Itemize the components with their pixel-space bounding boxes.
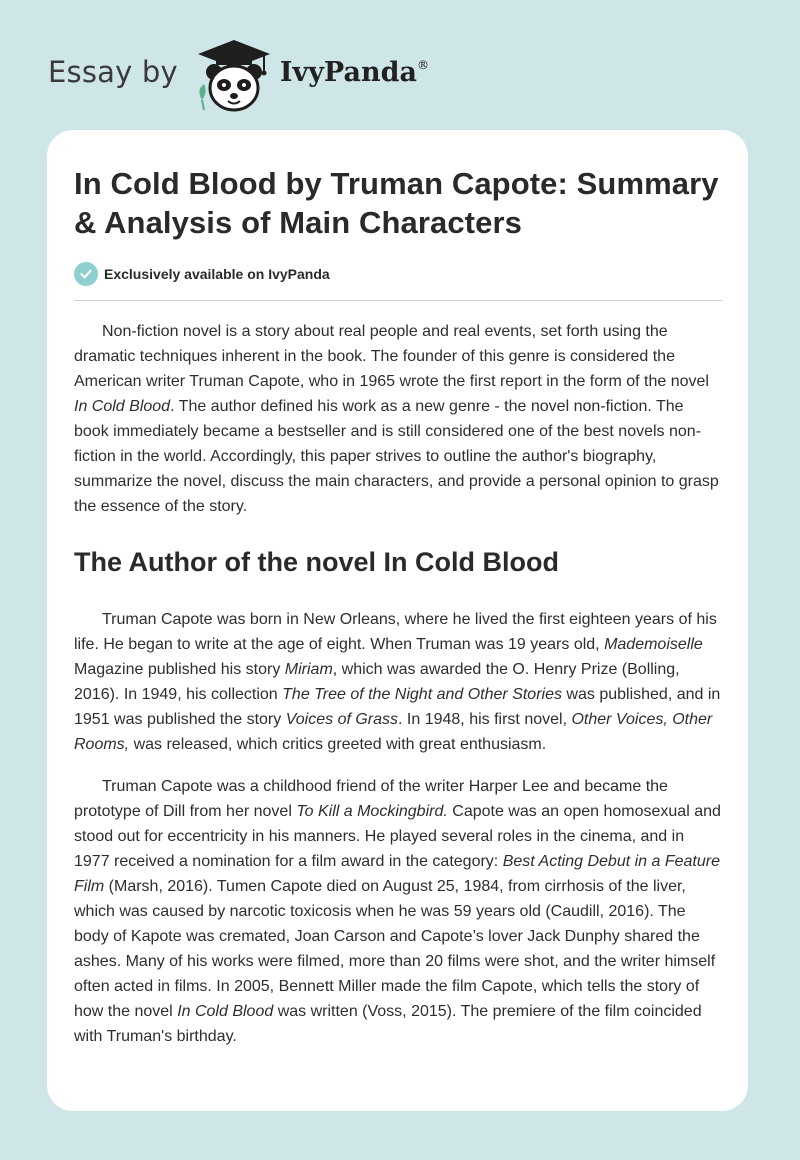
paragraph-author-life: Truman Capote was a childhood friend of the writer Harper Lee and became the prototype of Dill from her novel To Kill a Mockingbird. Capote was an open homosexual and stood out for eccentricity in his manners. He played several roles in the cinema, and in 1977 received a nomination for a film award in the category: Best Acting Debut in a Feature Film (Marsh, 2016). Tumen Capote died on August 25, 1984, from cirrhosis of the liver, which was caused by narcotic toxicosis when he was 59 years old (Caudill, 2016). The body of Kapote was cremated, Joan Carson and Capote’s lover Jack Dunphy shared the ashes. Many of his works were filmed, more than 20 films were shot, and the writer himself often acted in films. In 2005, Bennett Miller made the film Capote, which tells the story of how the novel In Cold Blood was written (Voss, 2015). The premiere of the film coincided with Truman's birthday. (74, 778, 721, 1045)
badge-label: Exclusively available on IvyPanda (104, 266, 330, 282)
panda-logo-icon (194, 38, 274, 114)
exclusive-badge (74, 262, 722, 286)
essay-card (47, 130, 748, 1111)
check-icon (74, 262, 98, 286)
section-heading: The Author of the novel In Cold Blood (74, 547, 559, 577)
brand-header (48, 34, 429, 110)
divider (74, 300, 722, 301)
brand-prefix: Essay by (48, 55, 178, 89)
paragraph-intro: Non-fiction novel is a story about real people and real events, set forth using the dramatic techniques inherent in the book. The founder of this genre is considered the American writer Truman Capote, who in 1965 wrote the first report in the form of the novel In Cold Blood. The author defined his work as a new genre - the novel non-fiction. The book immediately became a bestseller and is still considered one of the best novels non-fiction in the world. Accordingly, this paper strives to outline the author's biography, summarize the novel, discuss the main characters, and provide a personal opinion to grasp the essence of the story. (74, 323, 719, 515)
brand-name: IvyPanda® (279, 56, 429, 88)
paragraph-author-bio: Truman Capote was born in New Orleans, where he lived the first eighteen years of his life. He began to write at the age of eight. When Truman was 19 years old, Mademoiselle Magazine published his story Miriam, which was awarded the O. Henry Prize (Bolling, 2016). In 1949, his collection The Tree of the Night and Other Stories was published, and in 1951 was published the story Voices of Grass. In 1948, his first novel, Other Voices, Other Rooms, was released, which critics greeted with great enthusiasm. (74, 611, 721, 753)
page-title: In Cold Blood by Truman Capote: Summary & Analysis of Main Characters (74, 166, 719, 240)
